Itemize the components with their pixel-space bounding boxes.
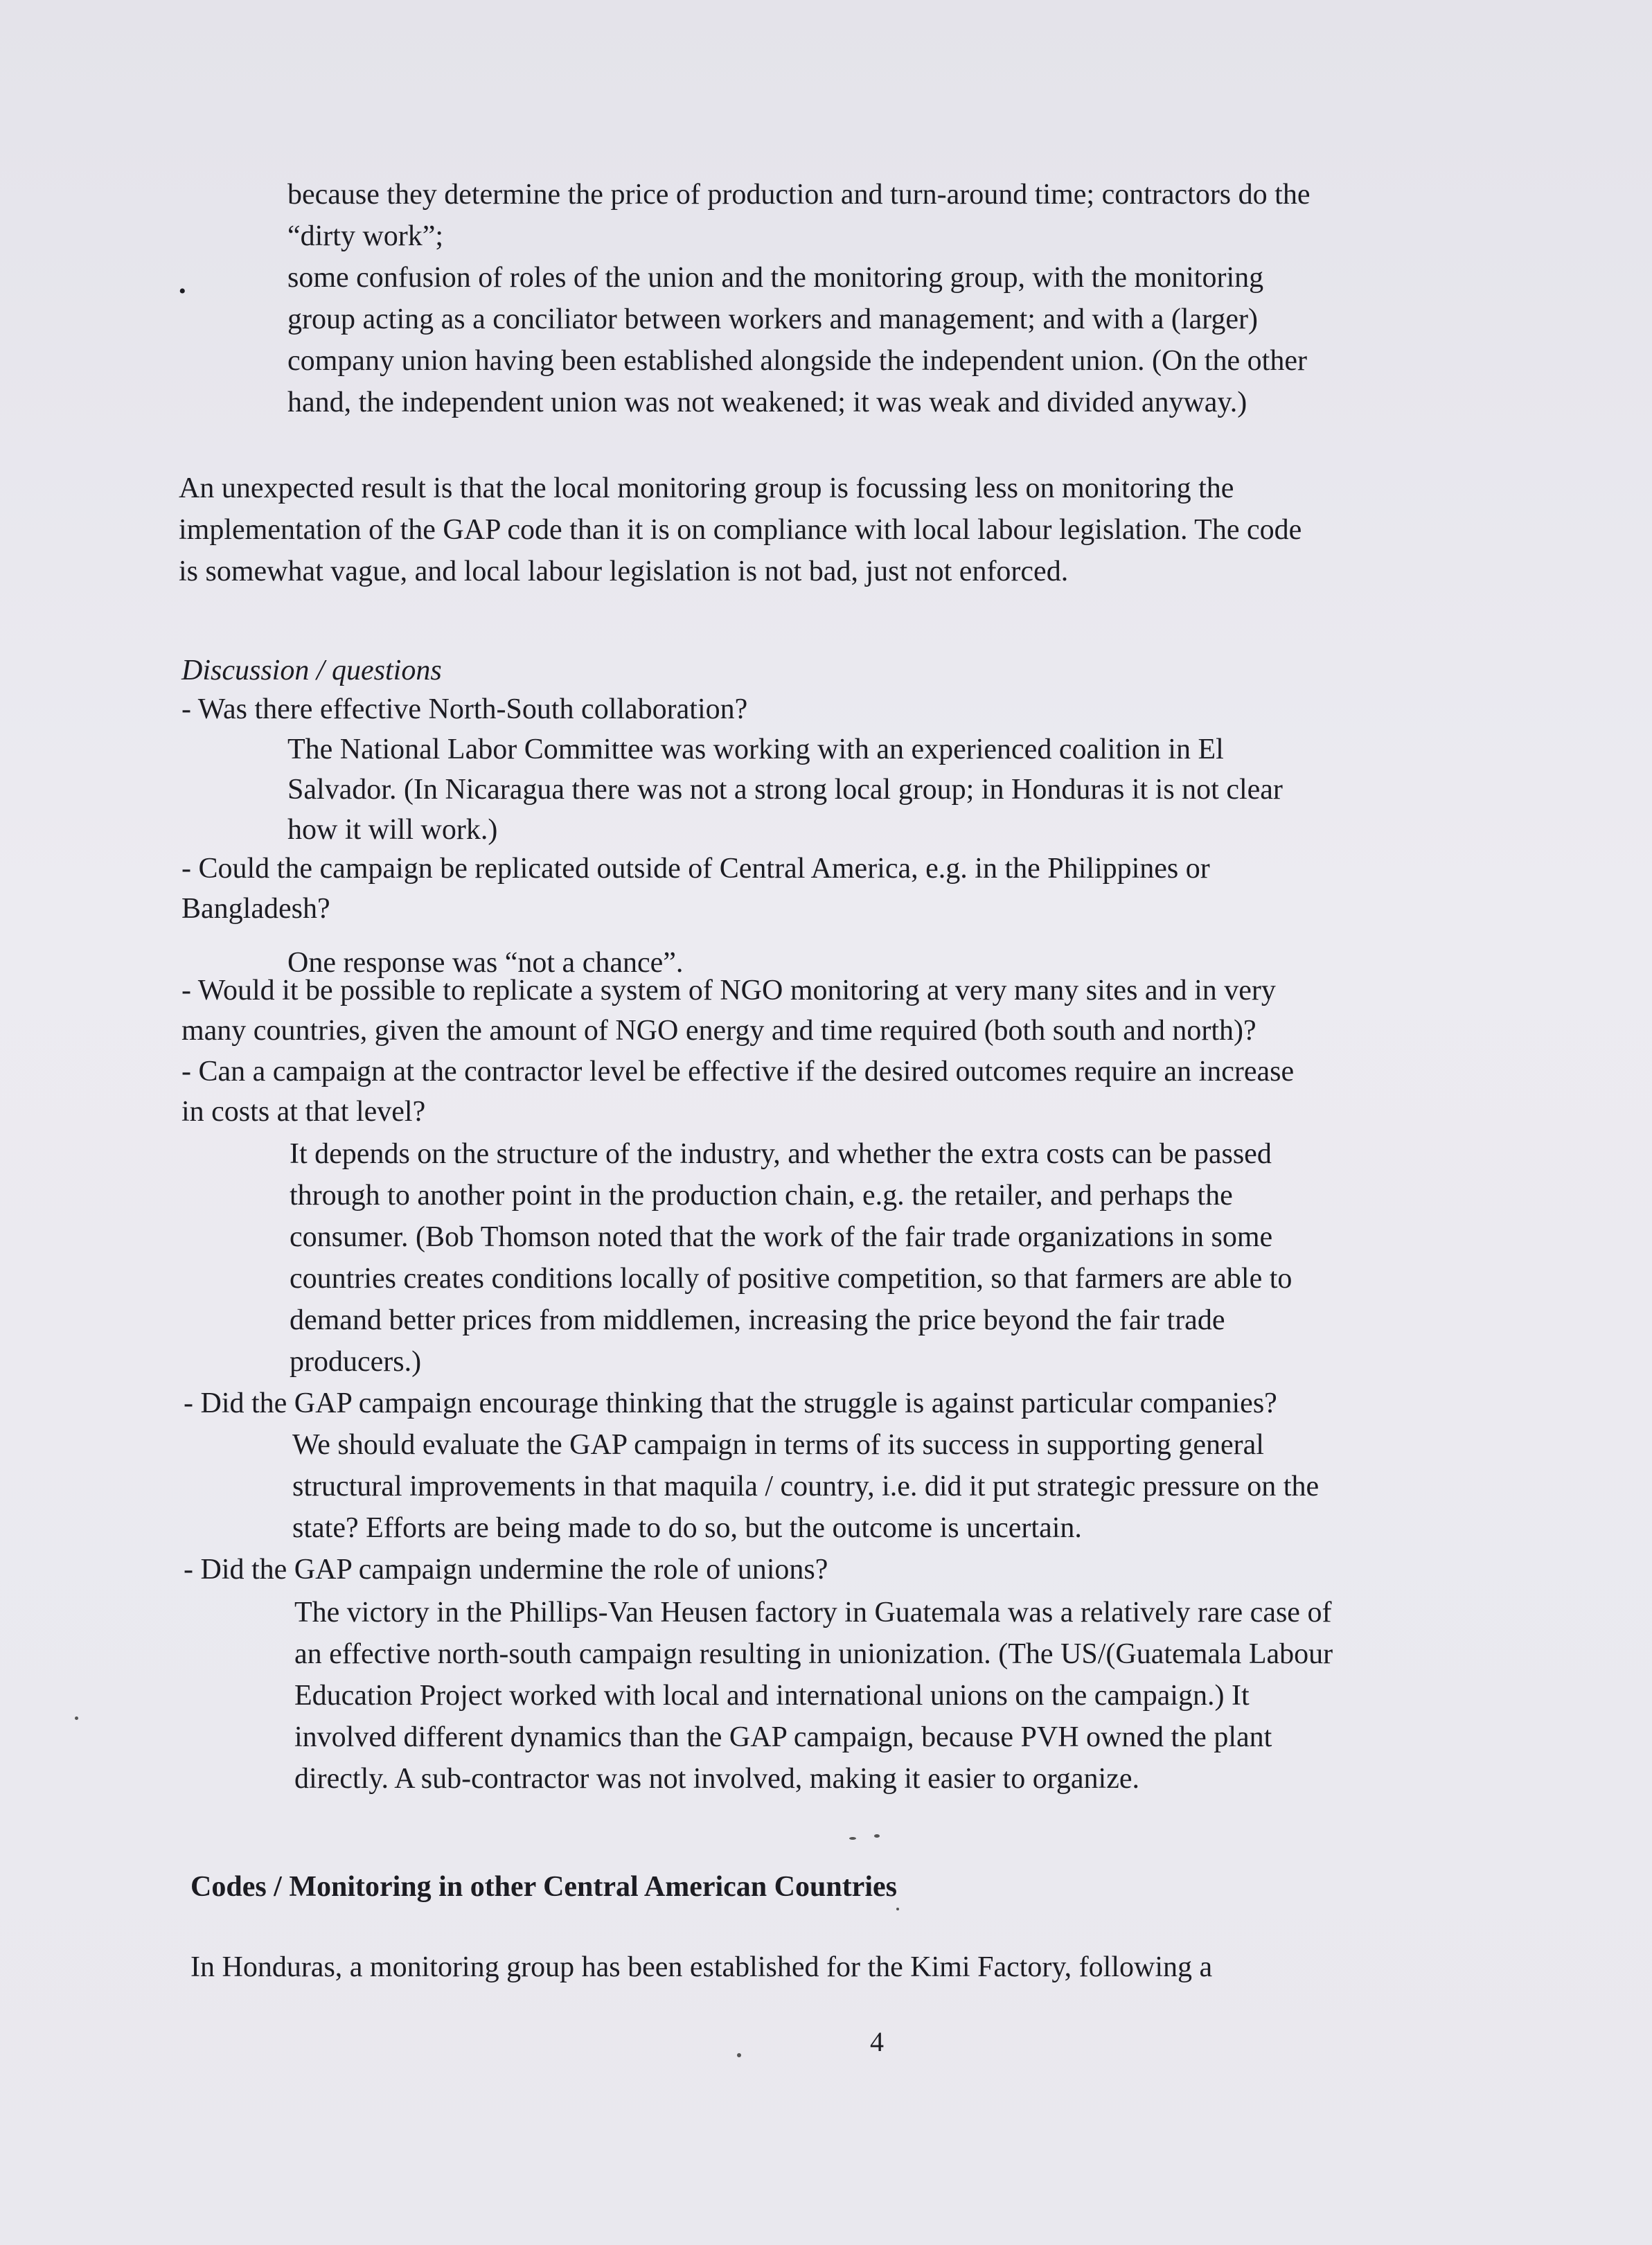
scan-speck <box>849 1837 856 1840</box>
answer-line: state? Efforts are being made to do so, but the outcome is uncertain. <box>292 1512 1082 1544</box>
paragraph-line: implementation of the GAP code than it is on compliance with local labour legislation. The code <box>179 514 1302 546</box>
question-line: - Would it be possible to replicate a system of NGO monitoring at very many sites and in very <box>181 975 1276 1006</box>
scan-speck <box>75 1716 78 1720</box>
answer-line: producers.) <box>290 1346 422 1378</box>
discussion-heading: Discussion / questions <box>181 655 442 686</box>
question-line: Bangladesh? <box>181 893 330 925</box>
answer-line: Salvador. (In Nicaragua there was not a strong local group; in Honduras it is not clear <box>287 774 1283 806</box>
answer-line: The victory in the Phillips-Van Heusen factory in Guatemala was a relatively rare case of <box>294 1597 1332 1629</box>
section-heading: Codes / Monitoring in other Central American Countries <box>190 1871 897 1903</box>
question-line: - Did the GAP campaign undermine the role of unions? <box>184 1554 828 1586</box>
answer-line: countries creates conditions locally of positive competition, so that farmers are able to <box>290 1263 1293 1295</box>
question-line: - Did the GAP campaign encourage thinking that the struggle is against particular companies? <box>184 1387 1277 1419</box>
intro-line: because they determine the price of production and turn-around time; contractors do the <box>287 179 1311 211</box>
page-number: 4 <box>870 2026 884 2057</box>
answer-line: directly. A sub-contractor was not involved, making it easier to organize. <box>294 1763 1140 1795</box>
scan-speck <box>874 1834 880 1838</box>
answer-line: One response was “not a chance”. <box>287 947 684 979</box>
answer-line: through to another point in the production chain, e.g. the retailer, and perhaps the <box>290 1180 1233 1212</box>
bullet-line: some confusion of roles of the union and the monitoring group, with the monitoring <box>287 262 1264 294</box>
question-line: - Can a campaign at the contractor level be effective if the desired outcomes require an increase <box>181 1056 1295 1088</box>
answer-line: demand better prices from middlemen, increasing the price beyond the fair trade <box>290 1304 1225 1336</box>
bullet-line: hand, the independent union was not weakened; it was weak and divided anyway.) <box>287 387 1247 418</box>
question-line: many countries, given the amount of NGO energy and time required (both south and north)? <box>181 1015 1256 1047</box>
paragraph-line: In Honduras, a monitoring group has been established for the Kimi Factory, following a <box>190 1951 1213 1983</box>
question-line: in costs at that level? <box>181 1096 426 1128</box>
intro-line: “dirty work”; <box>287 220 444 252</box>
scan-speck <box>896 1908 899 1910</box>
answer-line: how it will work.) <box>287 814 498 846</box>
answer-line: structural improvements in that maquila / country, i.e. did it put strategic pressure on the <box>292 1471 1320 1502</box>
answer-line: Education Project worked with local and international unions on the campaign.) It <box>294 1680 1250 1712</box>
answer-line: It depends on the structure of the industry, and whether the extra costs can be passed <box>290 1138 1272 1170</box>
question-line: - Was there effective North-South collaboration? <box>181 693 748 725</box>
question-line: - Could the campaign be replicated outside of Central America, e.g. in the Philippines or <box>181 853 1210 885</box>
answer-line: consumer. (Bob Thomson noted that the work of the fair trade organizations in some <box>290 1221 1273 1253</box>
bullet-line: group acting as a conciliator between workers and management; and with a (larger) <box>287 303 1259 335</box>
bullet-symbol: • <box>179 280 186 303</box>
bullet-line: company union having been established alongside the independent union. (On the other <box>287 345 1307 377</box>
answer-line: involved different dynamics than the GAP campaign, because PVH owned the plant <box>294 1721 1272 1753</box>
answer-line: The National Labor Committee was working with an experienced coalition in El <box>287 734 1224 765</box>
paragraph-line: is somewhat vague, and local labour legislation is not bad, just not enforced. <box>179 556 1069 587</box>
answer-line: an effective north-south campaign resulting in unionization. (The US/(Guatemala Labour <box>294 1638 1333 1670</box>
scan-speck <box>737 2053 741 2057</box>
answer-line: We should evaluate the GAP campaign in terms of its success in supporting general <box>292 1429 1264 1461</box>
paragraph-line: An unexpected result is that the local monitoring group is focussing less on monitoring the <box>179 472 1234 504</box>
